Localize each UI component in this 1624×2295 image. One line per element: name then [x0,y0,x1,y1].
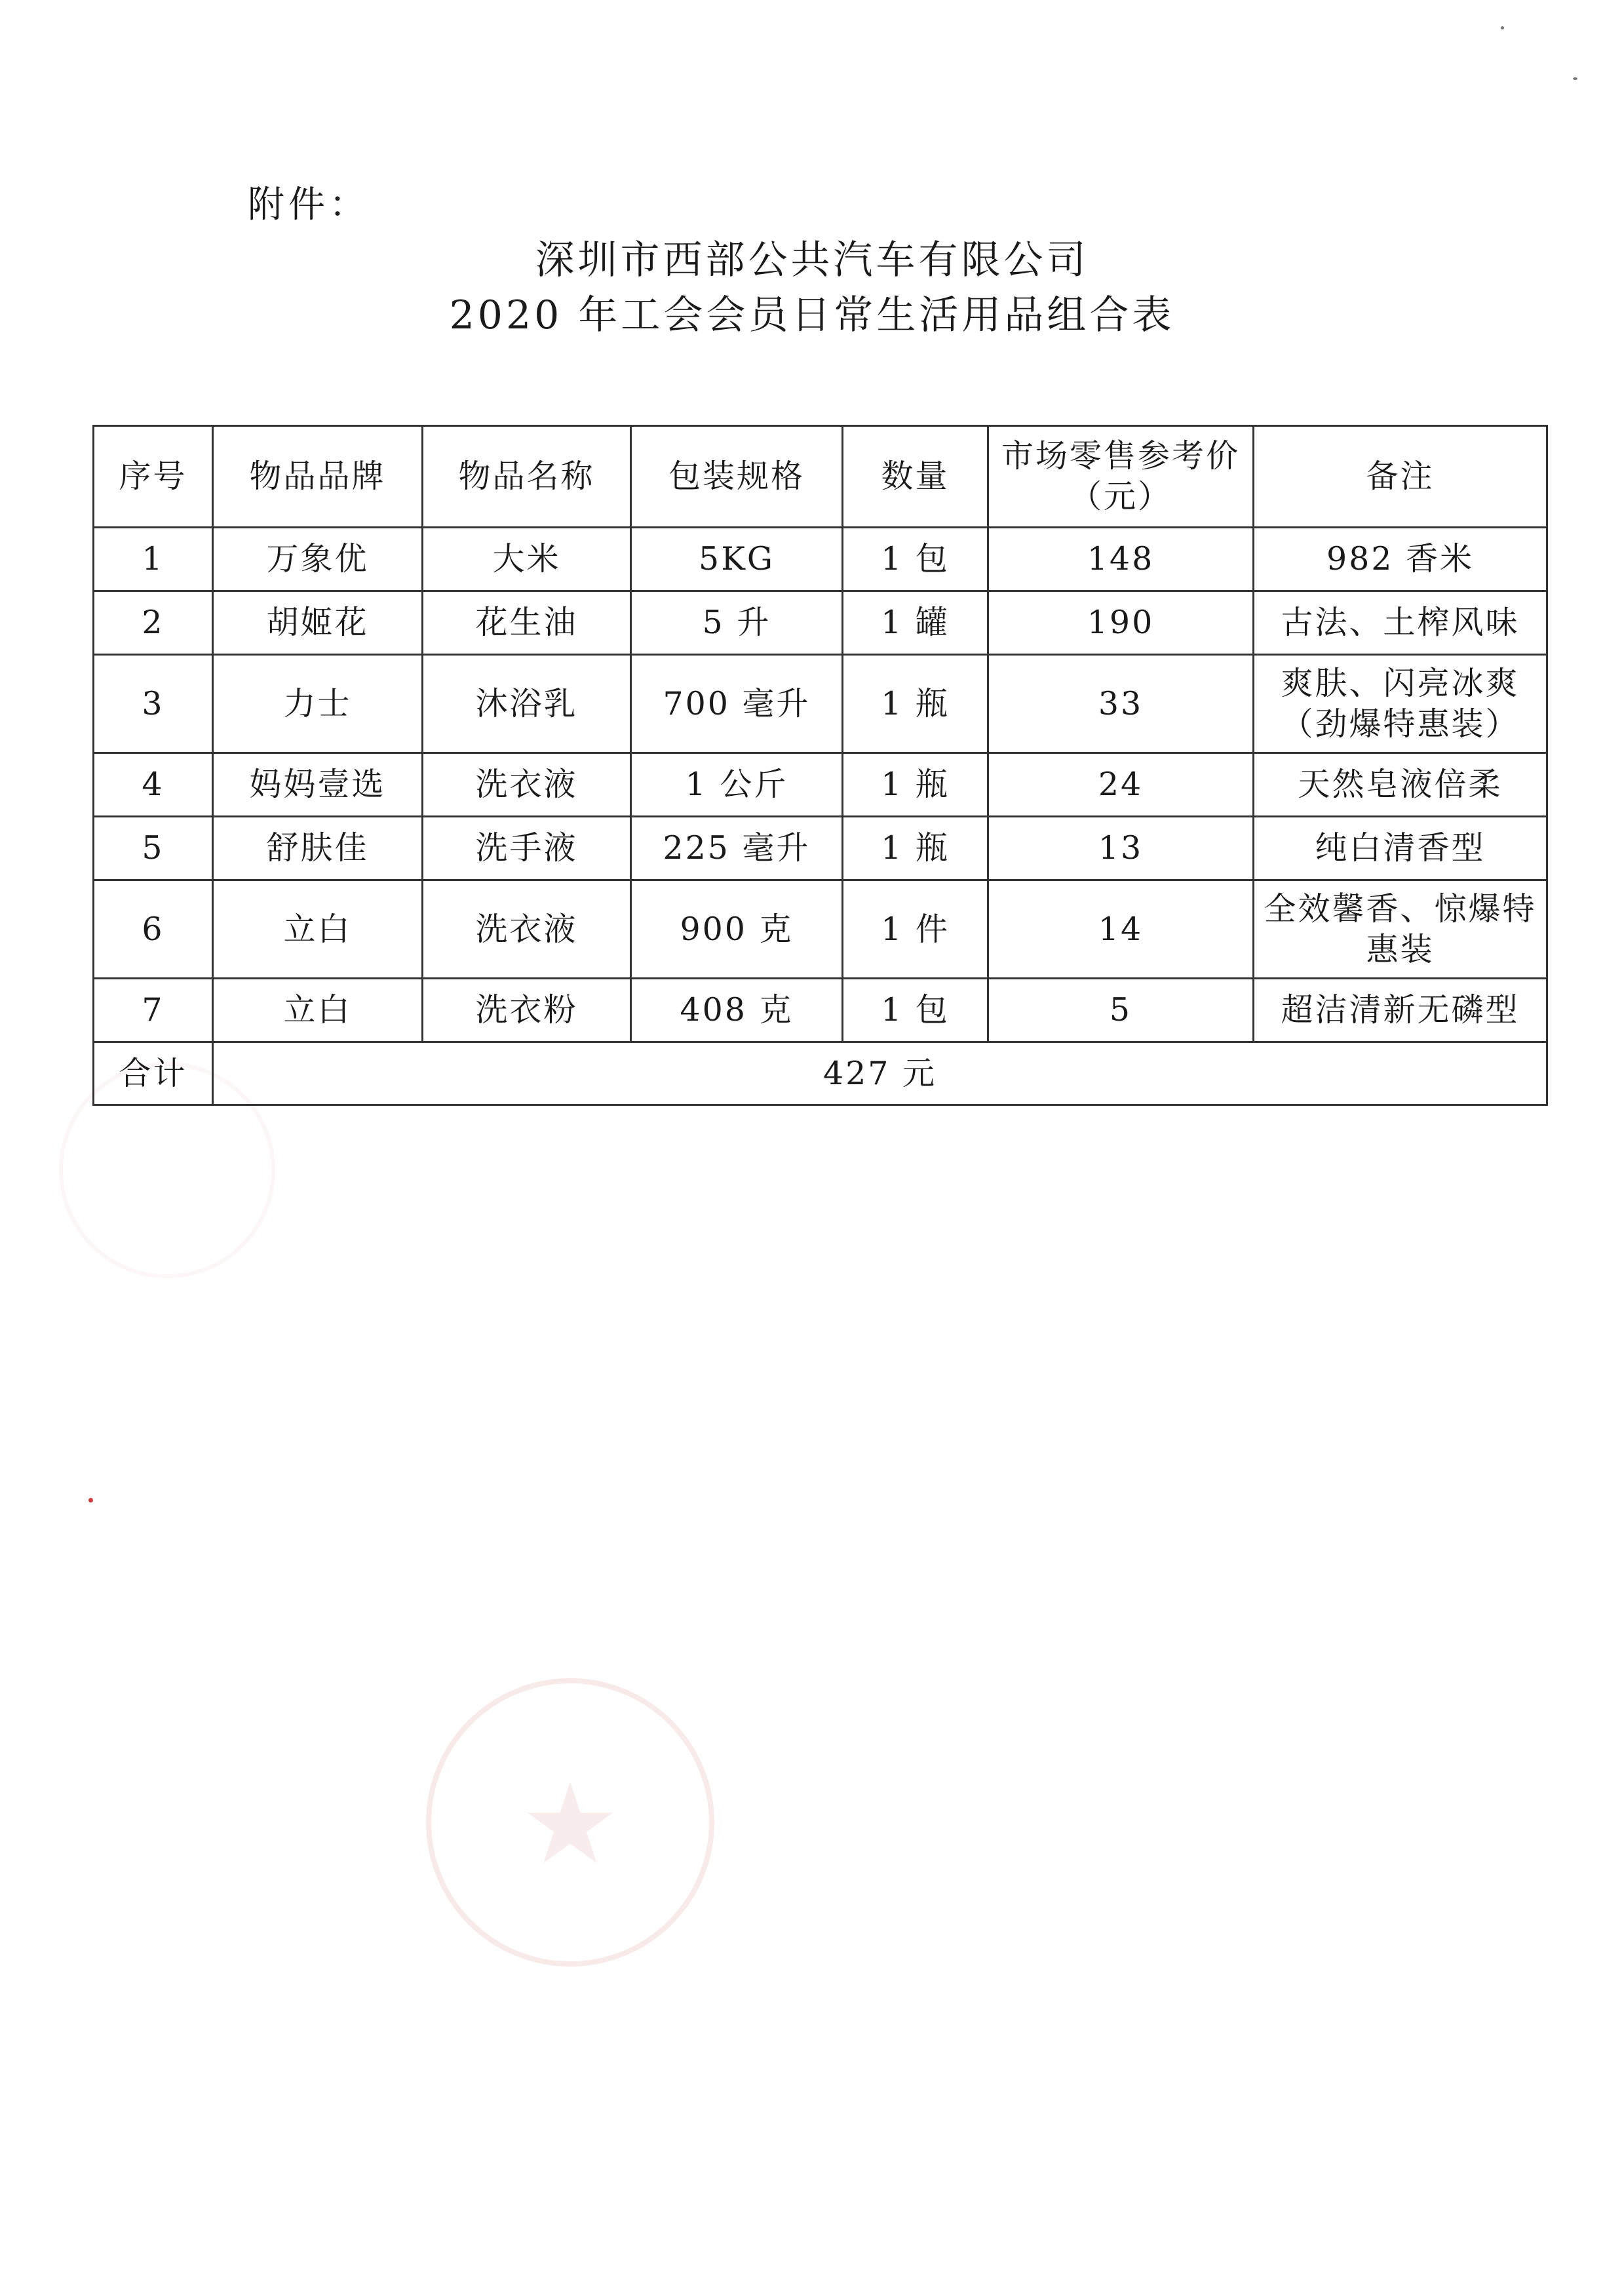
scan-speck [1501,26,1504,29]
goods-table [92,425,1548,1106]
document-title [0,233,1624,343]
header-cell: 数量 [843,426,988,528]
cell-item: 洗衣粉 [423,979,631,1042]
table-row [94,880,1547,979]
title-line-company: 深圳市西部公共汽车有限公司 [535,237,1089,283]
cell-item: 洗衣液 [423,753,631,817]
cell-price: 148 [988,528,1254,591]
table-row [94,817,1547,880]
table-header-row [94,426,1547,528]
cell-item: 大米 [423,528,631,591]
cell-no: 7 [94,979,213,1042]
cell-note: 超洁清新无磷型 [1254,979,1547,1042]
scan-speck [1573,77,1577,80]
header-cell: 序号 [94,426,213,528]
cell-note: 982 香米 [1254,528,1547,591]
header-cell: 市场零售参考价（元） [988,426,1254,528]
cell-no: 4 [94,753,213,817]
total-label: 合计 [94,1042,213,1105]
header-cell: 物品品牌 [213,426,423,528]
cell-brand: 万象优 [213,528,423,591]
cell-price: 5 [988,979,1254,1042]
cell-spec: 700 毫升 [631,655,843,753]
cell-brand: 舒肤佳 [213,817,423,880]
title-line-subject: 2020 年工会会员日常生活用品组合表 [449,292,1175,338]
cell-no: 5 [94,817,213,880]
cell-price: 33 [988,655,1254,753]
cell-no: 3 [94,655,213,753]
cell-note: 全效馨香、惊爆特惠装 [1254,880,1547,979]
header-cell: 备注 [1254,426,1547,528]
cell-qty: 1 瓶 [843,655,988,753]
cell-qty: 1 包 [843,528,988,591]
cell-spec: 5KG [631,528,843,591]
cell-qty: 1 包 [843,979,988,1042]
cell-spec: 408 克 [631,979,843,1042]
cell-item: 洗衣液 [423,880,631,979]
official-seal [426,1678,714,1967]
cell-price: 24 [988,753,1254,817]
cell-price: 13 [988,817,1254,880]
red-mark [88,1498,93,1502]
cell-spec: 225 毫升 [631,817,843,880]
cell-price: 190 [988,591,1254,655]
total-value: 427 元 [213,1042,1547,1105]
table-row [94,753,1547,817]
cell-note: 纯白清香型 [1254,817,1547,880]
table-row [94,591,1547,655]
cell-brand: 力士 [213,655,423,753]
cell-no: 2 [94,591,213,655]
cell-brand: 妈妈壹选 [213,753,423,817]
cell-brand: 胡姬花 [213,591,423,655]
cell-note: 天然皂液倍柔 [1254,753,1547,817]
cell-no: 6 [94,880,213,979]
cell-spec: 5 升 [631,591,843,655]
cell-qty: 1 瓶 [843,817,988,880]
header-cell: 物品名称 [423,426,631,528]
cell-spec: 900 克 [631,880,843,979]
star-icon: ★ [520,1759,621,1889]
attachment-label: 附件： [248,184,370,226]
cell-note: 爽肤、闪亮冰爽（劲爆特惠装） [1254,655,1547,753]
cell-spec: 1 公斤 [631,753,843,817]
cell-price: 14 [988,880,1254,979]
cell-no: 1 [94,528,213,591]
table-row [94,655,1547,753]
table-row [94,979,1547,1042]
cell-qty: 1 件 [843,880,988,979]
header-cell: 包装规格 [631,426,843,528]
cell-item: 花生油 [423,591,631,655]
cell-item: 沐浴乳 [423,655,631,753]
cell-item: 洗手液 [423,817,631,880]
cell-note: 古法、土榨风味 [1254,591,1547,655]
total-row [94,1042,1547,1105]
cell-qty: 1 罐 [843,591,988,655]
table-row [94,528,1547,591]
cell-brand: 立白 [213,979,423,1042]
cell-qty: 1 瓶 [843,753,988,817]
cell-brand: 立白 [213,880,423,979]
